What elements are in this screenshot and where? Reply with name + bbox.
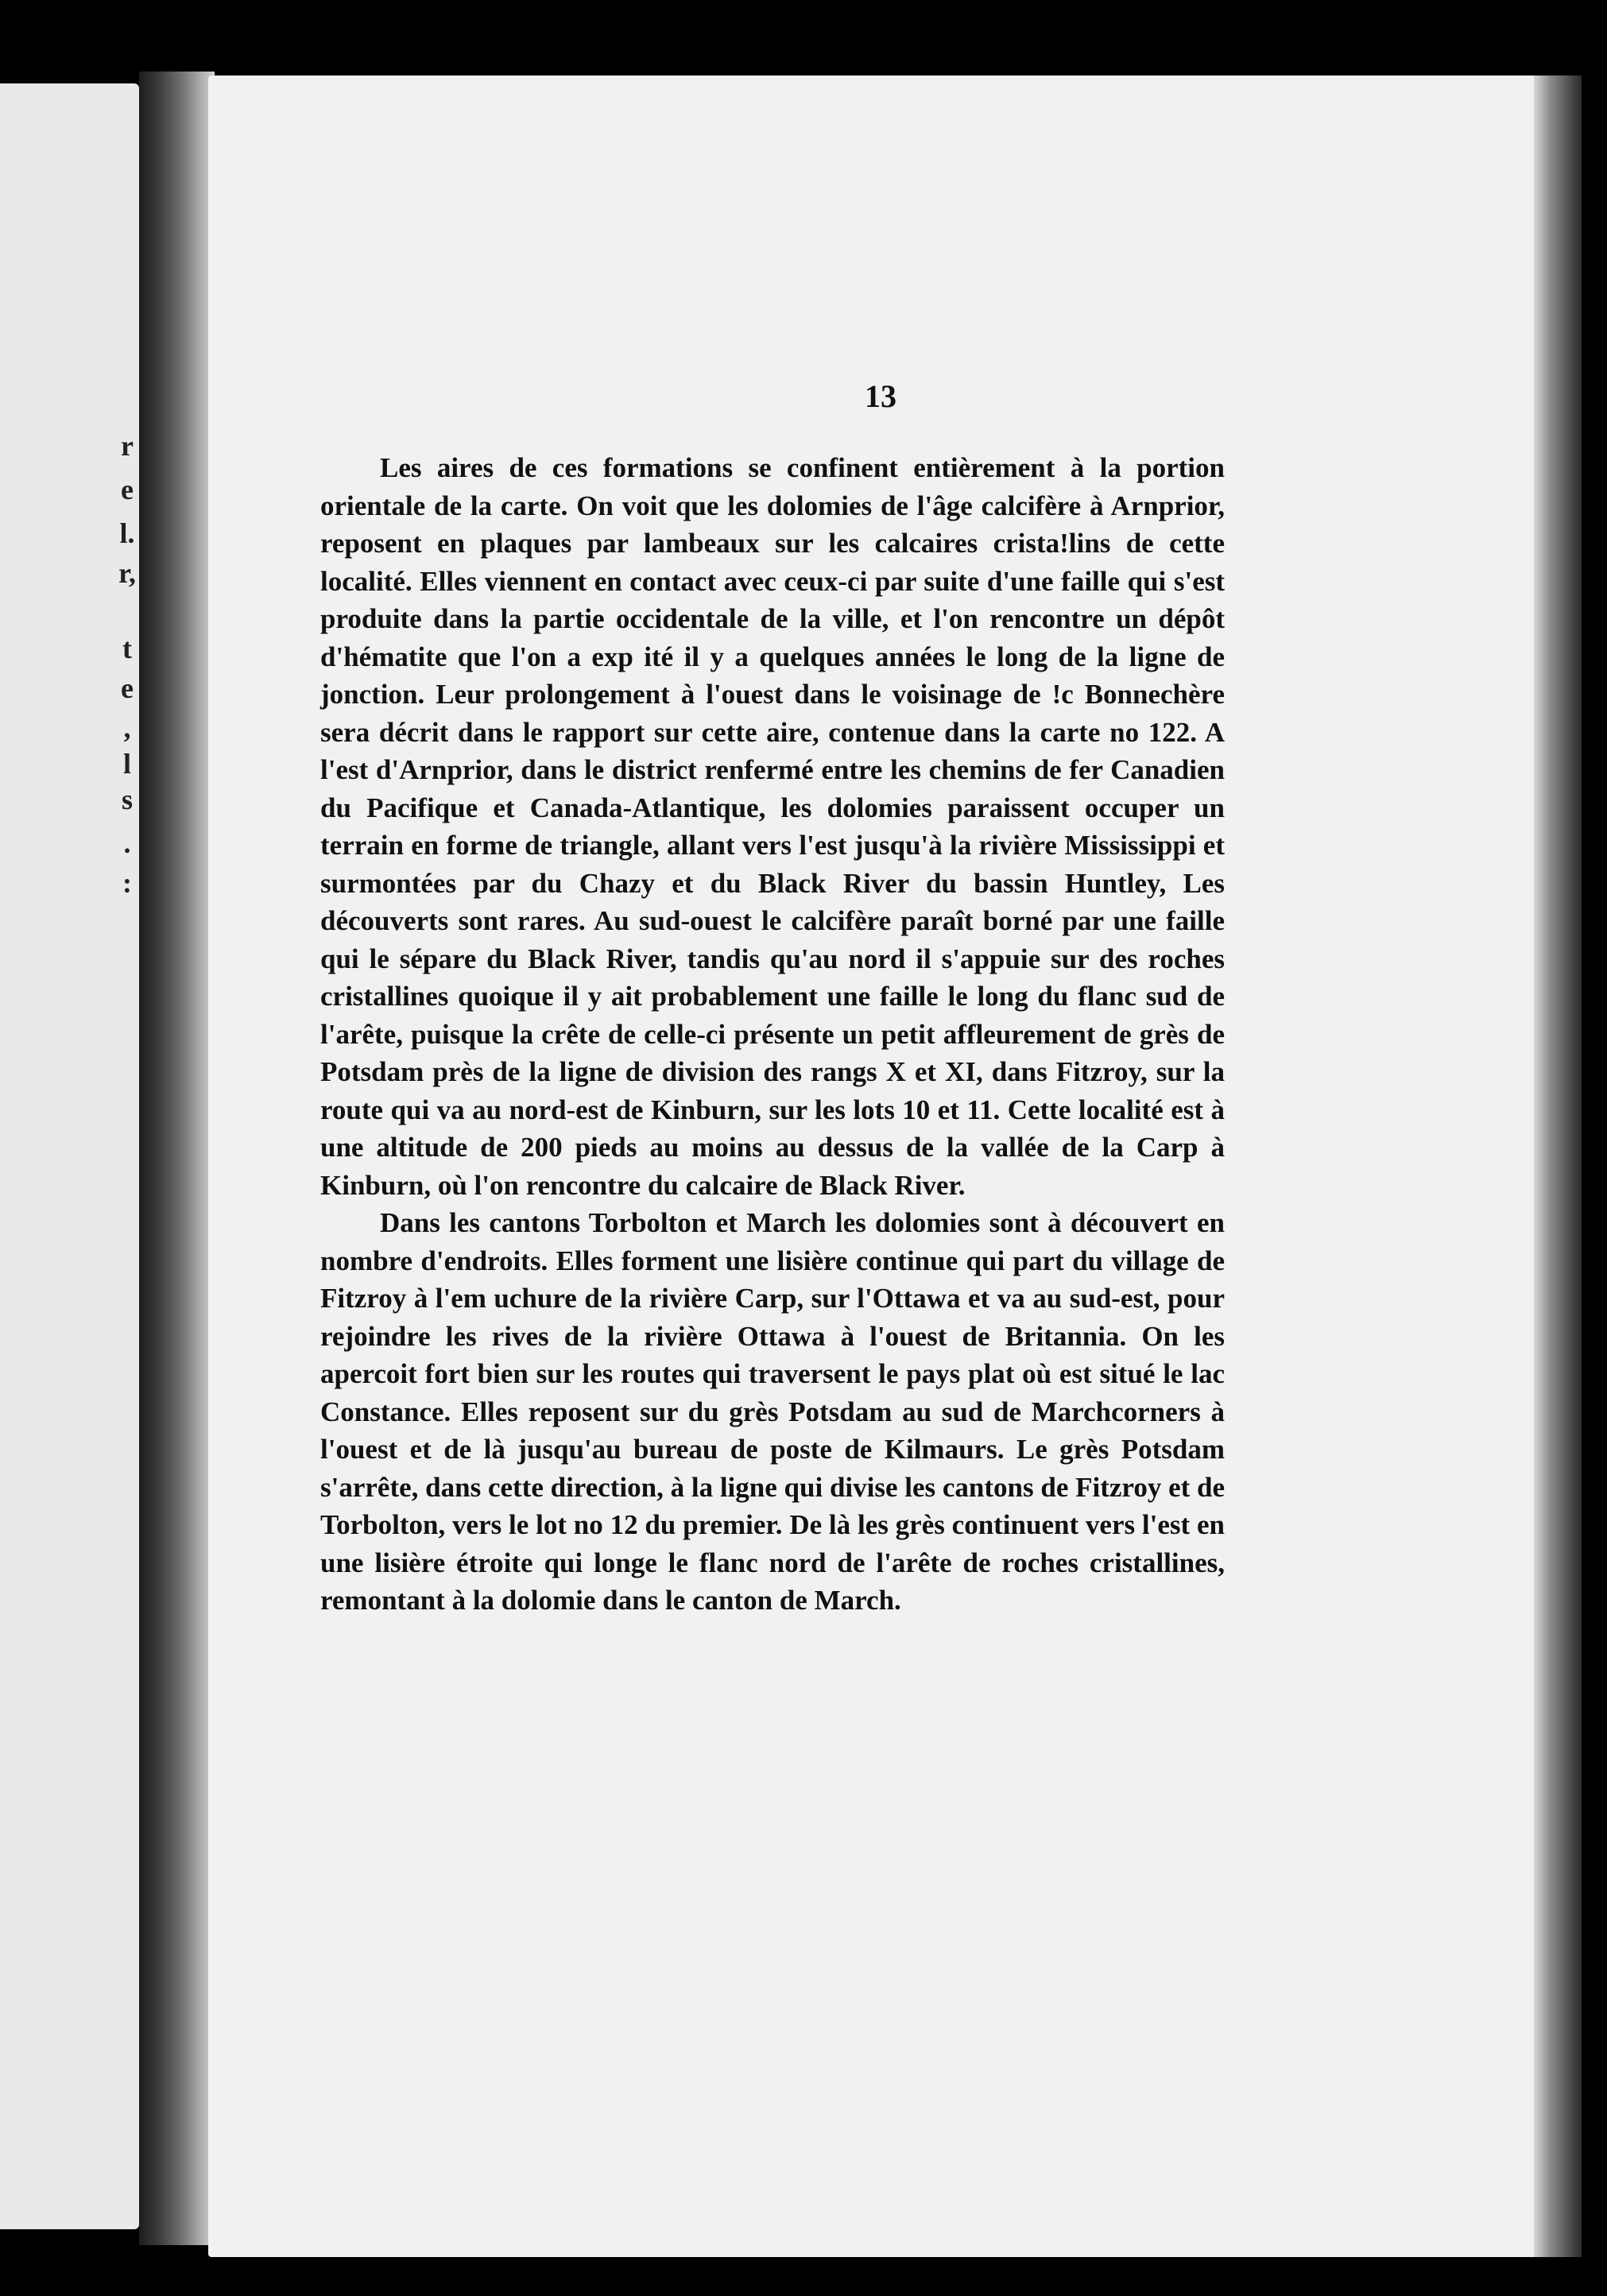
margin-fragment: , — [123, 712, 131, 744]
margin-fragment: l — [122, 748, 131, 780]
left-facing-page — [0, 83, 139, 2229]
margin-fragment: s — [121, 784, 133, 815]
document-page — [208, 76, 1553, 2257]
margin-fragment: : — [122, 867, 132, 899]
margin-fragment: r, — [118, 557, 136, 589]
page-fore-edge — [1534, 76, 1582, 2257]
margin-fragment: e — [121, 474, 134, 505]
margin-fragment: r — [121, 430, 134, 462]
margin-fragment: . — [123, 827, 131, 859]
margin-fragment: e — [121, 672, 134, 704]
paragraph: Les aires de ces formations se confinent entièrement à la portion orientale de la carte. On voit que les dolomies de l'âge calcifère à Arnprior, reposent en plaques par lambeaux sur les calcaires crista!lins de cette localité. Elles viennent en contact avec ceux-ci par suite d'une faille qui s'est produite dans la partie occidentale de la ville, et l'on rencontre un dépôt d'hématite que l'on a exp ité il y a quelques années le long de la ligne de jonction. Leur prolongement à l'ouest dans le voisinage de !c Bonnechère sera décrit dans le rapport sur cette aire, contenue dans la carte no 122. A l'est d'Arnprior, dans le district renfermé entre les chemins de fer Canadien du Pacifique et Canada-Atlantique, les dolomies paraissent occuper un terrain en forme de triangle, allant vers l'est jusqu'à la rivière Mississippi et surmontées par du Chazy et du Black River du bassin Huntley, Les découverts sont rares. Au sud-ouest le calcifère paraît borné par une faille qui le sépare du Black River, tandis qu'au nord il s'appuie sur des roches cristallines quoique il y ait probablement une faille le long du flanc sud de l'arête, puisque la crête de celle-ci présente un petit affleurement de grès de Potsdam près de la ligne de division des rangs X et XI, dans Fitzroy, sur la route qui va au nord-est de Kinburn, sur les lots 10 et 11. Cette localité est à une altitude de 200 pieds au moins au dessus de la vallée de la Carp à Kinburn, où l'on rencontre du calcaire de Black River. — [320, 452, 1225, 1201]
page-number: 13 — [865, 378, 896, 414]
margin-fragment: l. — [119, 517, 135, 549]
paragraph: Dans les cantons Torbolton et March les dolomies sont à découvert en nombre d'endroits. Elles forment une lisière continue qui part du village de Fitzroy à l'em uchure de la rivière Carp, sur l'Ottawa et va au sud-est, pour rejoindre les rives de la rivière Ottawa à l'ouest de Britannia. On les apercoit fort bien sur les routes qui traversent le pays plat où est situé le lac Constance. Elles reposent sur du grès Potsdam au sud de Marchcorners à l'ouest et de là jusqu'au bureau de poste de Kilmaurs. Le grès Potsdam s'arrête, dans cette direction, à la ligne qui divise les cantons de Fitzroy et de Torbolton, vers le lot no 12 du premier. De là les grès continuent vers l'est en une lisière étroite qui longe le flanc nord de l'arête de roches cristallines, remontant à la dolomie dans le canton de March. — [320, 1207, 1226, 1616]
margin-fragment: t — [122, 633, 132, 664]
page-body — [320, 449, 1225, 1620]
book-gutter — [139, 72, 215, 2245]
